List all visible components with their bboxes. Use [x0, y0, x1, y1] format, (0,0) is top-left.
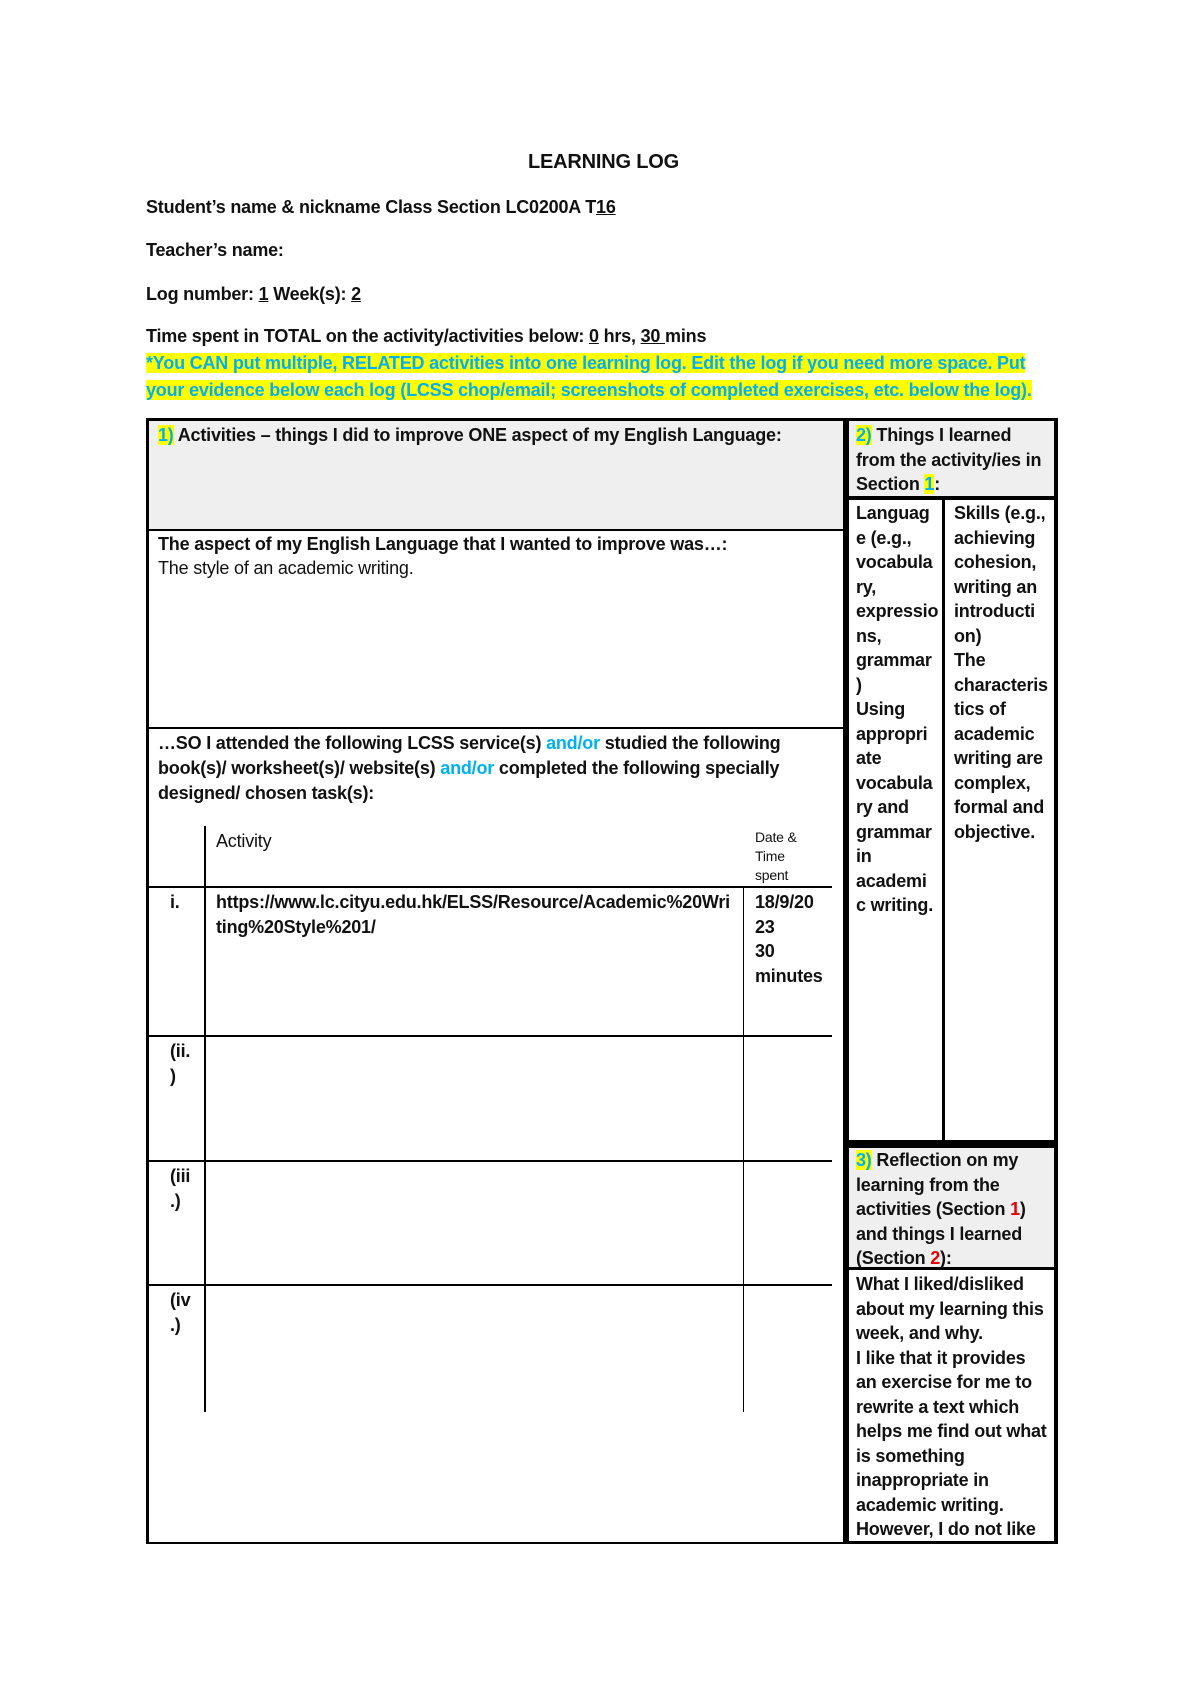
skills-col-line: tics of	[954, 699, 1006, 719]
lang-col-line: expressio	[856, 601, 939, 621]
section2-heading	[856, 423, 1041, 497]
lang-col-line: appropri	[856, 723, 928, 744]
row-4-num	[170, 1288, 190, 1337]
lang-col-line: ry and	[856, 797, 909, 817]
row-3-num	[170, 1164, 190, 1213]
time-label: Time spent in TOTAL on the activity/activities below:	[146, 326, 589, 346]
so-line-2a: book(s)/ worksheet(s)/ website(s)	[158, 758, 441, 778]
skills-col-line: writing an	[954, 576, 1037, 597]
skills-col-line: on)	[954, 625, 982, 646]
section2-heading-line-3: Section	[856, 474, 925, 494]
section2-divider	[849, 496, 1054, 500]
row-1-date-line-3: 30	[755, 941, 775, 961]
section1-heading-text: Activities – things I did to improve ONE aspect of my English Language:	[173, 425, 782, 445]
row-4-num-line-2: .)	[170, 1314, 181, 1335]
col-date-header-3: spent	[755, 867, 789, 883]
skills-column	[954, 501, 1048, 844]
refl-col-line: inappropriate in	[856, 1470, 989, 1490]
time-hrs-value: 0	[588, 326, 599, 346]
refl-col-line: about my learning this	[856, 1298, 1044, 1319]
time-mins-unit: mins	[665, 326, 707, 346]
lang-col-line: academi	[856, 870, 927, 891]
row-2-num-line-2: )	[170, 1065, 176, 1086]
row-1-date-line-2: 23	[755, 916, 775, 937]
time-line	[146, 324, 706, 348]
section3-ref-2: 2	[930, 1248, 941, 1268]
row-1-activity-line-2[interactable]: ting%20Style%201/	[216, 917, 376, 937]
col-date-header-2: Time	[755, 848, 785, 864]
refl-col-line: academic writing.	[856, 1494, 1004, 1515]
table-hline-3	[149, 1160, 832, 1162]
page-title: LEARNING LOG	[528, 151, 679, 173]
language-column	[856, 501, 938, 918]
section3-heading-line-1: Reflection on my	[871, 1150, 1019, 1170]
row-1-date	[755, 890, 823, 988]
refl-col-line: helps me find out what	[856, 1421, 1047, 1441]
teacher-label: Teacher’s name:	[146, 240, 284, 260]
lang-col-line: ns,	[856, 625, 882, 646]
skills-col-line: complex,	[954, 772, 1031, 793]
skills-col-line: cohesion,	[954, 552, 1037, 572]
section3-ref-1: 1	[1010, 1199, 1020, 1219]
class-section-value: 16	[596, 197, 616, 217]
section3-heading	[856, 1148, 1026, 1271]
lang-col-line: Using	[856, 699, 906, 719]
section1-divider-2	[149, 727, 843, 729]
section3-heading-line-5a: (Section	[856, 1248, 931, 1268]
lang-col-line: in	[856, 846, 872, 866]
aspect-prompt: The aspect of my English Language that I wanted to improve was…:	[158, 534, 728, 554]
section3-heading-line-4: and things I learned	[856, 1223, 1023, 1244]
skills-col-line: introducti	[954, 601, 1035, 621]
refl-col-line: is something	[856, 1445, 965, 1466]
row-2-num-line-1: (ii.	[170, 1041, 191, 1061]
note-line-1	[146, 351, 1025, 375]
row-2-num	[170, 1039, 190, 1088]
section2-heading-ref: 1	[924, 474, 935, 494]
table-hline-1	[149, 886, 832, 888]
so-line-1a: …SO I attended the following LCSS service(s)	[158, 733, 547, 753]
lang-col-line: c writing.	[856, 895, 934, 915]
section3-heading-line-3b: )	[1019, 1199, 1026, 1219]
time-mins-value: 30	[640, 326, 666, 346]
col-activity-header: Activity	[216, 831, 272, 851]
row-4-num-line-1: (iv	[170, 1290, 191, 1310]
row-1-date-line-4: minutes	[755, 965, 823, 986]
lang-col-line: )	[856, 674, 862, 695]
student-line	[146, 195, 616, 219]
refl-col-line: an exercise for me to	[856, 1372, 1032, 1392]
note-line-2	[146, 378, 1032, 402]
refl-col-line: However, I do not like	[856, 1519, 1036, 1539]
table-vline-left	[204, 826, 206, 1412]
lang-col-line: grammar	[856, 650, 932, 670]
refl-col-line: What I liked/disliked	[856, 1274, 1024, 1294]
section1-divider-1	[149, 529, 843, 531]
refl-col-line: week, and why.	[856, 1323, 983, 1343]
skills-col-line: characteris	[954, 674, 1048, 695]
row-1-activity-line-1[interactable]: https://www.lc.cityu.edu.hk/ELSS/Resource/Academic%20Wri	[216, 892, 730, 912]
so-line-3: designed/ chosen task(s):	[158, 783, 375, 803]
so-line-2	[158, 756, 779, 781]
section3-num: 3)	[856, 1150, 872, 1170]
lang-col-line: Languag	[856, 503, 930, 523]
so-line-1b: studied the following	[599, 733, 781, 753]
section2-heading-line-1: Things I learned	[871, 425, 1012, 445]
lang-col-line: ate	[856, 748, 882, 768]
student-label: Student’s name & nickname Class Section LC0200A T	[146, 197, 597, 217]
table-vline-right	[743, 886, 744, 1412]
skills-col-line: writing are	[954, 748, 1043, 768]
skills-col-line: The	[954, 650, 986, 670]
refl-col-line: rewrite a text which	[856, 1396, 1020, 1417]
lang-col-line: e (e.g.,	[856, 527, 912, 548]
skills-col-line: objective.	[954, 821, 1036, 842]
week-label: Week(s):	[268, 284, 352, 304]
skills-col-line: Skills (e.g.,	[954, 503, 1046, 523]
so-line-2b: completed the following specially	[494, 758, 780, 778]
lang-col-line: ry,	[856, 576, 877, 597]
section1-num: 1)	[158, 425, 174, 445]
section2-col-divider	[942, 500, 945, 1144]
section3-heading-line-3a: activities (Section	[856, 1199, 1011, 1219]
aspect-answer: The style of an academic writing.	[158, 558, 414, 578]
note-text-1: *You CAN put multiple, RELATED activities into one learning log. Edit the log if you need more space. Put	[146, 353, 1026, 373]
skills-col-line: academic	[954, 723, 1035, 744]
col-date-header-1: Date &	[755, 829, 797, 845]
section3-heading-line-5b: ):	[940, 1248, 952, 1268]
table-hline-4	[149, 1284, 832, 1286]
section2-num: 2)	[856, 425, 872, 445]
section1-box	[146, 418, 845, 1544]
log-label: Log number:	[146, 284, 259, 304]
log-number-value: 1	[258, 284, 269, 304]
week-number-value: 2	[351, 284, 361, 304]
section3-heading-line-2: learning from the	[856, 1174, 1000, 1195]
section1-heading	[158, 423, 782, 448]
row-3-num-line-2: .)	[170, 1190, 181, 1211]
row-3-num-line-1: (iii	[170, 1166, 191, 1186]
and-or-1: and/or	[546, 733, 600, 753]
lang-col-line: vocabula	[856, 552, 933, 572]
log-line	[146, 282, 361, 306]
lang-col-line: grammar	[856, 821, 932, 842]
lang-col-line: vocabula	[856, 772, 933, 793]
refl-col-line: I like that it provides	[856, 1347, 1026, 1368]
section2-heading-end: :	[934, 474, 941, 494]
note-text-2: your evidence below each log (LCSS chop/email; screenshots of completed exercises, etc. below the log).	[146, 380, 1032, 400]
skills-col-line: achieving	[954, 527, 1036, 548]
and-or-2: and/or	[440, 758, 495, 778]
section2-heading-line-2: from the activity/ies in	[856, 449, 1042, 470]
reflection-body	[856, 1272, 1047, 1542]
row-1-num: i.	[170, 892, 180, 912]
so-line-1	[158, 731, 780, 756]
table-hline-2	[149, 1035, 832, 1037]
time-hrs-unit: hrs,	[598, 326, 641, 346]
skills-col-line: formal and	[954, 797, 1045, 817]
row-1-date-line-1: 18/9/20	[755, 892, 814, 912]
